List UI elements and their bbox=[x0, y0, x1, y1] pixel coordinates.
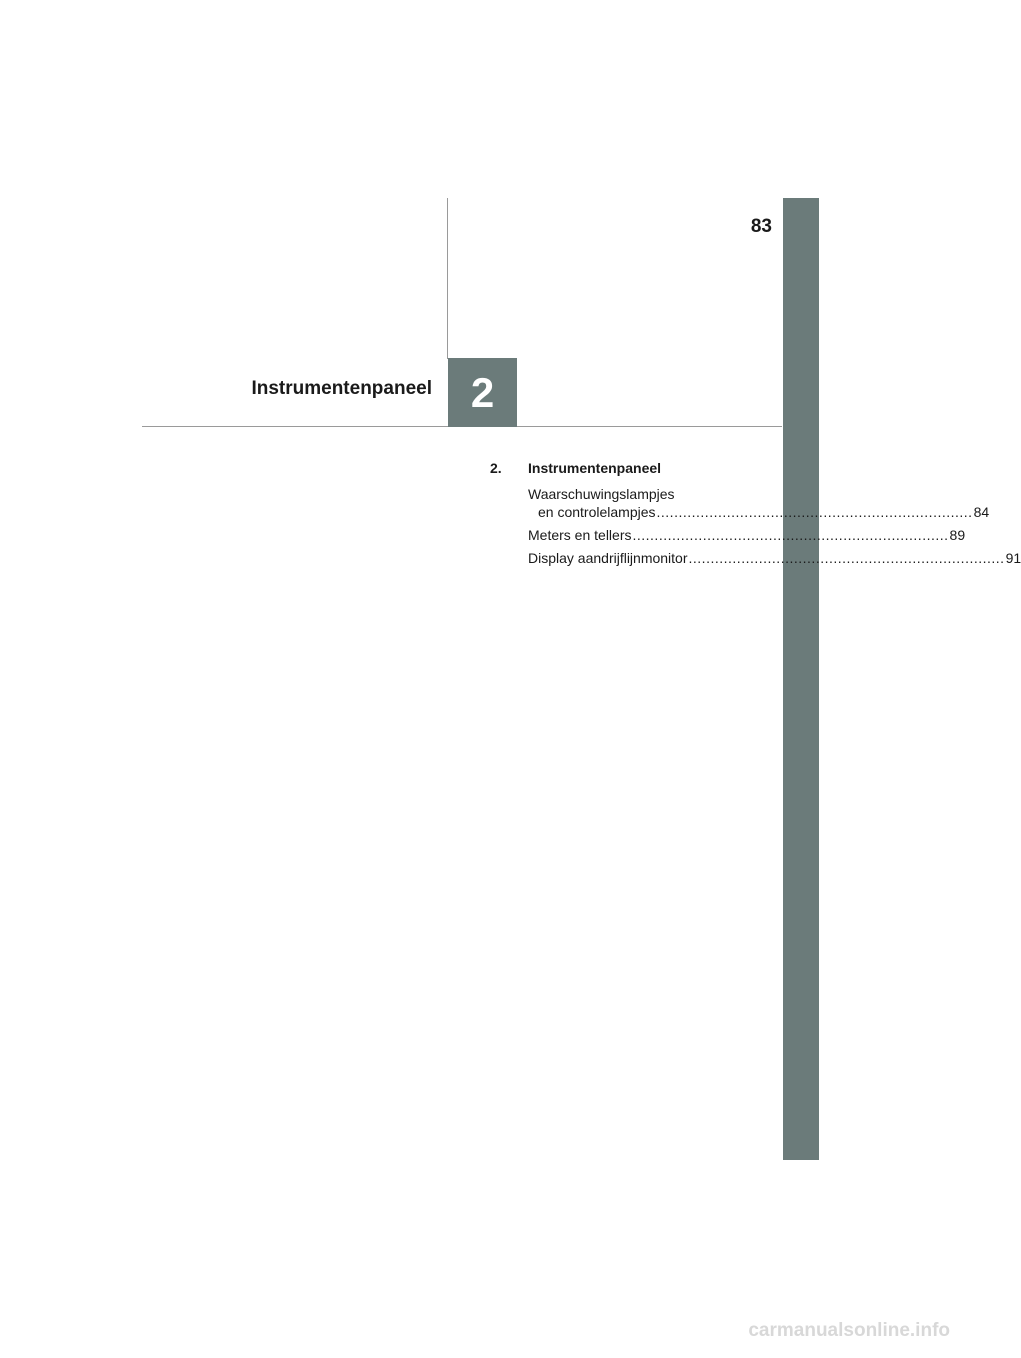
toc-entry-page: 91 bbox=[1005, 550, 1021, 566]
toc-entry[interactable] bbox=[528, 549, 1021, 567]
toc-section-number: 2. bbox=[490, 460, 502, 476]
toc-entry-page: 89 bbox=[949, 527, 966, 543]
toc-entry[interactable] bbox=[528, 485, 990, 521]
page-number: 83 bbox=[750, 216, 772, 237]
chapter-number: 2 bbox=[470, 368, 495, 416]
toc-entry-title-cont: en controlelampjes bbox=[538, 504, 656, 520]
table-of-contents bbox=[490, 460, 1021, 567]
chapter-number-box bbox=[448, 358, 517, 427]
toc-leader-dots: ........................................................................ bbox=[632, 527, 949, 543]
vertical-divider bbox=[447, 198, 448, 359]
toc-section-title: Instrumentenpaneel bbox=[528, 460, 662, 476]
toc-leader-dots: ........................................................................ bbox=[656, 504, 973, 520]
toc-entry-title: Display aandrijflijnmonitor bbox=[528, 550, 688, 566]
toc-entry[interactable] bbox=[528, 526, 966, 544]
toc-section-heading bbox=[490, 460, 740, 480]
toc-entry-title: Waarschuwingslampjes bbox=[528, 486, 675, 502]
toc-leader-dots: ........................................................................ bbox=[688, 550, 1005, 566]
toc-entry-page: 84 bbox=[973, 504, 990, 520]
chapter-side-tab bbox=[783, 198, 819, 1160]
watermark: carmanualsonline.info bbox=[748, 1320, 950, 1341]
chapter-title: Instrumentenpaneel bbox=[251, 378, 432, 399]
toc-entry-title: Meters en tellers bbox=[528, 527, 632, 543]
